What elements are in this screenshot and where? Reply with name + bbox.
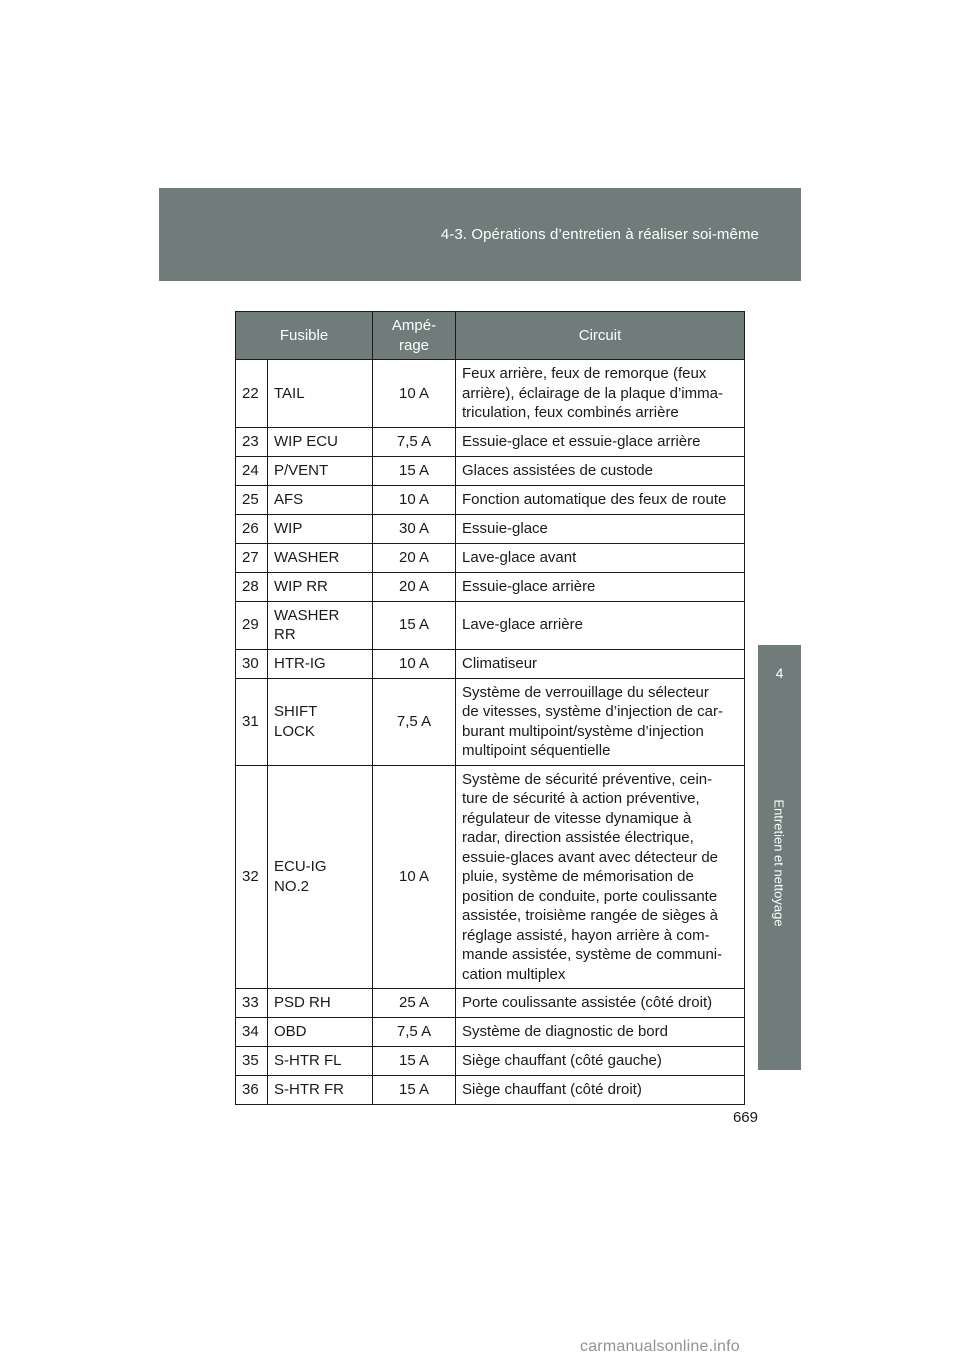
fuse-circuit-cell: Essuie-glace et essuie-glace arrière xyxy=(456,427,745,456)
fuse-circuit-cell: Glaces assistées de custode xyxy=(456,456,745,485)
fuse-number-cell: 28 xyxy=(236,572,268,601)
fuse-name-cell: HTR-IG xyxy=(268,649,373,678)
chapter-number: 4 xyxy=(775,665,784,681)
chapter-label: Entretien et nettoyage xyxy=(771,799,787,927)
fuse-amperage-cell: 20 A xyxy=(373,572,456,601)
fuse-name-cell: WIP xyxy=(268,514,373,543)
fuse-circuit-cell: Porte coulissante assistée (côté droit) xyxy=(456,989,745,1018)
fuse-amperage-cell: 10 A xyxy=(373,765,456,989)
fuse-amperage-cell: 30 A xyxy=(373,514,456,543)
fuse-name-cell: SHIFT LOCK xyxy=(268,678,373,765)
table-row xyxy=(236,427,745,456)
table-row xyxy=(236,1018,745,1047)
fuse-number-cell: 35 xyxy=(236,1047,268,1076)
fuse-amperage-cell: 10 A xyxy=(373,649,456,678)
chapter-header-band xyxy=(159,188,801,281)
fuse-amperage-cell: 7,5 A xyxy=(373,678,456,765)
fuse-table xyxy=(235,311,745,1105)
fuse-number-cell: 31 xyxy=(236,678,268,765)
fuse-name-cell: WIP ECU xyxy=(268,427,373,456)
fuse-name-cell: S-HTR FR xyxy=(268,1076,373,1105)
fuse-circuit-cell: Feux arrière, feux de remorque (feux arrière), éclairage de la plaque d’imma- triculation, feux combinés arrière xyxy=(456,360,745,428)
fuse-amperage-cell: 20 A xyxy=(373,543,456,572)
table-row xyxy=(236,514,745,543)
fuse-circuit-cell: Système de verrouillage du sélecteur de vitesses, système d’injection de car- burant multipoint/système d’injection multipoint séquentielle xyxy=(456,678,745,765)
fuse-number-cell: 29 xyxy=(236,601,268,649)
fuse-circuit-cell: Siège chauffant (côté droit) xyxy=(456,1076,745,1105)
table-row xyxy=(236,360,745,428)
fuse-circuit-cell: Système de diagnostic de bord xyxy=(456,1018,745,1047)
fuse-number-cell: 22 xyxy=(236,360,268,428)
table-row xyxy=(236,456,745,485)
fuse-name-cell: WASHER RR xyxy=(268,601,373,649)
fuse-name-cell: ECU-IG NO.2 xyxy=(268,765,373,989)
watermark: carmanualsonline.info xyxy=(580,1338,740,1355)
fuse-number-cell: 23 xyxy=(236,427,268,456)
fuse-circuit-cell: Essuie-glace xyxy=(456,514,745,543)
fuse-name-cell: OBD xyxy=(268,1018,373,1047)
table-row xyxy=(236,765,745,989)
fuse-name-cell: PSD RH xyxy=(268,989,373,1018)
fuse-name-cell: WASHER xyxy=(268,543,373,572)
table-row xyxy=(236,485,745,514)
fuse-number-cell: 34 xyxy=(236,1018,268,1047)
fuse-table-header-row xyxy=(236,312,745,360)
fuse-table-body xyxy=(236,360,745,1105)
fuse-number-cell: 36 xyxy=(236,1076,268,1105)
fuse-amperage-cell: 7,5 A xyxy=(373,1018,456,1047)
fuse-name-cell: AFS xyxy=(268,485,373,514)
table-row xyxy=(236,678,745,765)
section-title: 4-3. Opérations d’entretien à réaliser soi-même xyxy=(440,226,759,243)
fuse-number-cell: 27 xyxy=(236,543,268,572)
fuse-number-cell: 26 xyxy=(236,514,268,543)
fuse-number-cell: 24 xyxy=(236,456,268,485)
table-row xyxy=(236,1047,745,1076)
header-amperage xyxy=(373,312,456,360)
fuse-number-cell: 30 xyxy=(236,649,268,678)
fuse-number-cell: 25 xyxy=(236,485,268,514)
fuse-circuit-cell: Fonction automatique des feux de route xyxy=(456,485,745,514)
table-row xyxy=(236,601,745,649)
table-row xyxy=(236,989,745,1018)
table-row xyxy=(236,572,745,601)
header-circuit: Circuit xyxy=(456,312,745,360)
header-amperage-text: Ampé- rage xyxy=(391,317,437,354)
fuse-circuit-cell: Essuie-glace arrière xyxy=(456,572,745,601)
page-number: 669 xyxy=(732,1109,758,1126)
table-row xyxy=(236,1076,745,1105)
fuse-amperage-cell: 10 A xyxy=(373,485,456,514)
fuse-circuit-cell: Lave-glace arrière xyxy=(456,601,745,649)
fuse-name-cell: P/VENT xyxy=(268,456,373,485)
fuse-circuit-cell: Système de sécurité préventive, cein- ture de sécurité à action préventive, régulateur de vitesse dynamique à radar, direction assistée électrique, essuie-glaces avant avec détecteur de pluie, système de mémorisation de position de conduite, porte coulissante assistée, troisième rangée de sièges à réglage assisté, hayon arrière à com- mande assistée, système de communi- cation multiplex xyxy=(456,765,745,989)
fuse-circuit-cell: Siège chauffant (côté gauche) xyxy=(456,1047,745,1076)
fuse-circuit-cell: Climatiseur xyxy=(456,649,745,678)
fuse-amperage-cell: 7,5 A xyxy=(373,427,456,456)
fuse-amperage-cell: 10 A xyxy=(373,360,456,428)
fuse-amperage-cell: 25 A xyxy=(373,989,456,1018)
fuse-amperage-cell: 15 A xyxy=(373,456,456,485)
header-fuse: Fusible xyxy=(236,312,373,360)
fuse-amperage-cell: 15 A xyxy=(373,1047,456,1076)
fuse-amperage-cell: 15 A xyxy=(373,601,456,649)
fuse-name-cell: WIP RR xyxy=(268,572,373,601)
chapter-side-tab xyxy=(758,645,801,1070)
fuse-name-cell: S-HTR FL xyxy=(268,1047,373,1076)
table-row xyxy=(236,543,745,572)
fuse-amperage-cell: 15 A xyxy=(373,1076,456,1105)
table-row xyxy=(236,649,745,678)
fuse-circuit-cell: Lave-glace avant xyxy=(456,543,745,572)
fuse-number-cell: 32 xyxy=(236,765,268,989)
fuse-number-cell: 33 xyxy=(236,989,268,1018)
fuse-name-cell: TAIL xyxy=(268,360,373,428)
